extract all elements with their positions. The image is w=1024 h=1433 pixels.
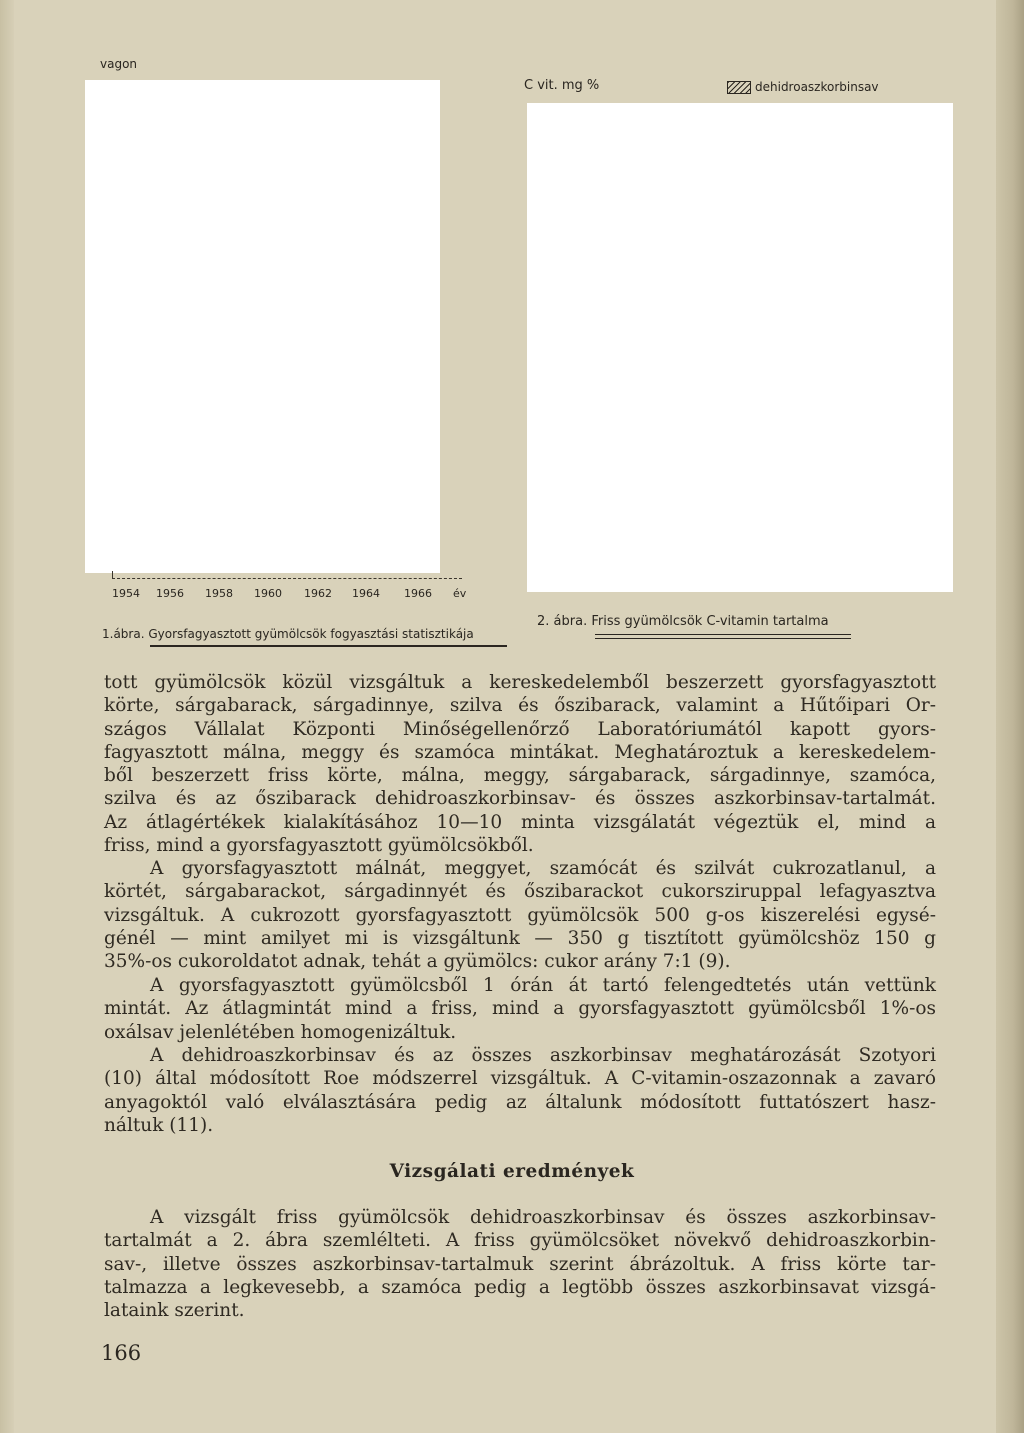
text-line: Az átlagértékek kialakításához 10—10 minta vizsgálatát végeztük el, mind a: [104, 811, 936, 833]
text-line: szilva és az őszibarack dehidroaszkorbinsav- és összes aszkorbinsav-tartalmát.: [104, 788, 936, 810]
figure2-y-axis-label: C vit. mg %: [524, 78, 600, 93]
text-line: lataink szerint.: [104, 1300, 245, 1322]
body-paragraph-1: [104, 671, 936, 857]
text-line: génél — mint amilyet mi is vizsgáltunk — 350 g tisztított gyümölcshöz 150 g: [104, 927, 936, 949]
text-line: náltuk (11).: [104, 1114, 214, 1136]
figure1-x-tick: 1954: [112, 587, 140, 600]
text-line: oxálsav jelenlétében homogenizáltuk.: [104, 1021, 457, 1043]
text-line: tott gyümölcsök közül vizsgáltuk a kereskedelemből beszerzett gyorsfagyasztott: [104, 672, 936, 693]
body-paragraph-2: [104, 857, 936, 973]
text-line: mintát. Az átlagmintát mind a friss, mind a gyorsfagyasztott gyümölcsből 1%-os: [104, 998, 936, 1020]
text-line: szágos Vállalat Központi Minőségellenőrző Laboratóriumától kapott gyors-: [104, 718, 936, 740]
figure1-x-tick: 1962: [304, 587, 332, 600]
figure2-caption: 2. ábra. Friss gyümölcsök C-vitamin tartalma: [537, 614, 829, 629]
figure1-x-axis-label: év: [453, 587, 467, 600]
figure1-caption-rule: [150, 645, 507, 647]
text-line: ből beszerzett friss körte, málna, meggy, sárgabarack, sárgadinnye, szamóca,: [104, 765, 936, 787]
figure2-legend-label: dehidroaszkorbinsav: [755, 80, 879, 94]
figure2-image-area: [527, 103, 953, 592]
text-line: fagyasztott málna, meggy és szamóca mintákat. Meghatároztuk a kereskedelem-: [104, 741, 936, 763]
text-line: vizsgáltuk. A cukrozott gyorsfagyasztott gyümölcsök 500 g-os kiszerelési egysé-: [104, 904, 936, 926]
text-line: tartalmát a 2. ábra szemlélteti. A friss gyümölcsöket növekvő dehidroaszkorbin-: [104, 1230, 936, 1252]
figure1-x-tick: 1966: [404, 587, 432, 600]
body-paragraph-4: [104, 1044, 936, 1137]
figure1-y-axis-label: vagon: [100, 57, 138, 71]
figure1-x-tick: 1956: [156, 587, 184, 600]
text-line: anyagoktól való elválasztására pedig az általunk módosított futtatószert hasz-: [104, 1091, 936, 1113]
text-line: A gyorsfagyasztott gyümölcsből 1 órán át tartó felengedtetés után vettünk: [150, 975, 936, 996]
figure1-x-tick: 1960: [254, 587, 282, 600]
text-line: 35%-os cukoroldatot adnak, tehát a gyümölcs: cukor arány 7:1 (9).: [104, 951, 731, 973]
text-line: körtét, sárgabarackot, sárgadinnyét és őszibarackot cukorsziruppal lefagyasztva: [104, 881, 936, 903]
text-line: (10) által módosított Roe módszerrel vizsgáltuk. A C-vitamin-oszazonnak a zavaró: [104, 1068, 936, 1090]
section-heading: Vizsgálati eredmények: [389, 1161, 635, 1182]
hatch-swatch-icon: [727, 81, 751, 94]
text-line: sav-, illetve összes aszkorbinsav-tartalmuk szerint ábrázoltuk. A friss körte tar-: [104, 1253, 936, 1275]
text-line: A gyorsfagyasztott málnát, meggyet, szamócát és szilvát cukrozatlanul, a: [150, 858, 936, 879]
text-line: A dehidroaszkorbinsav és az összes aszkorbinsav meghatározását Szotyori: [150, 1045, 936, 1066]
text-line: talmazza a legkevesebb, a szamóca pedig a legtöbb összes aszkorbinsavat vizsgá-: [104, 1276, 936, 1298]
page-edge-right: [996, 0, 1024, 1433]
figure1-caption: 1.ábra. Gyorsfagyasztott gyümölcsök fogyasztási statisztikája: [102, 627, 474, 641]
text-line: A vizsgált friss gyümölcsök dehidroaszkorbinsav és összes aszkorbinsav-: [150, 1207, 936, 1228]
figure1-x-tick: 1958: [205, 587, 233, 600]
figure2-legend: [727, 80, 879, 94]
figure1-x-tick: 1964: [352, 587, 380, 600]
figure1-image-area: [85, 80, 440, 573]
text-line: friss, mind a gyorsfagyasztott gyümölcsökből.: [104, 835, 534, 857]
page-edge-left: [0, 0, 14, 1433]
text-line: körte, sárgabarack, sárgadinnye, szilva és őszibarack, valamint a Hűtőipari Or-: [104, 695, 936, 717]
page-number: 166: [101, 1341, 142, 1365]
body-paragraph-3: [104, 974, 936, 1044]
figure2-caption-rule: [595, 634, 851, 639]
figure1-x-axis: [112, 578, 462, 580]
results-paragraph: [104, 1206, 936, 1322]
